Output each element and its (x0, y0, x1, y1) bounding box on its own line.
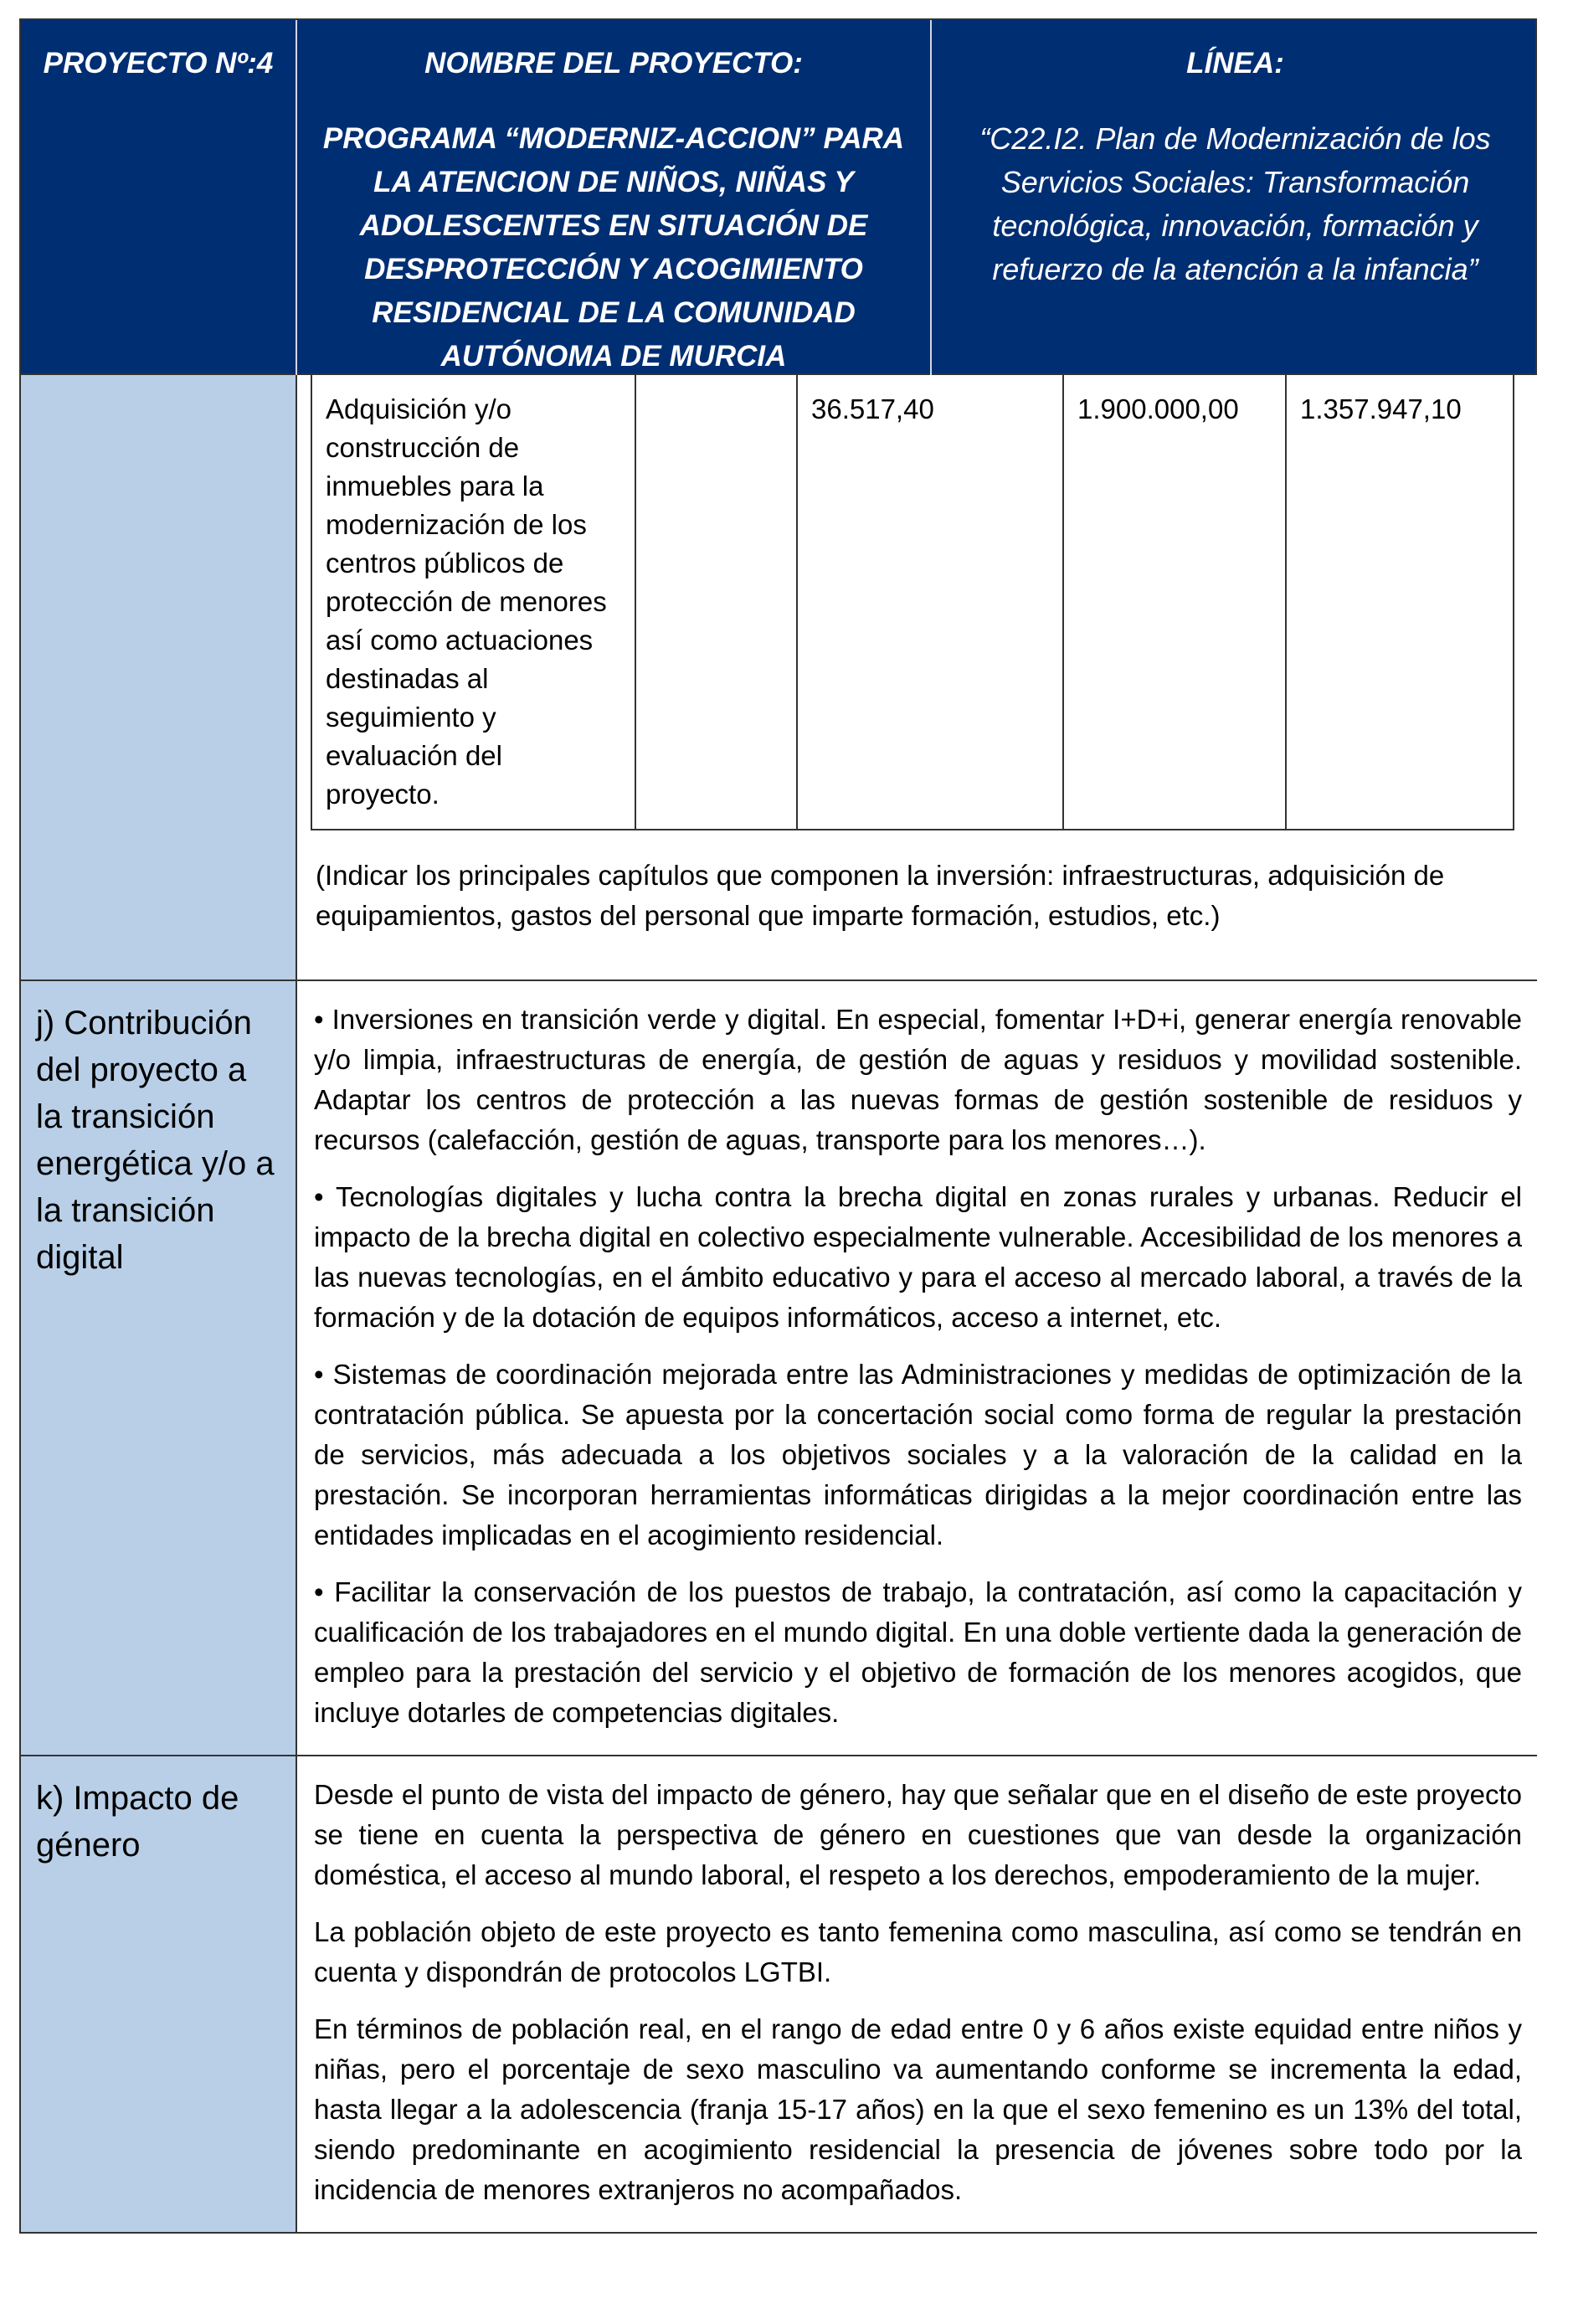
section-j-paragraph: • Inversiones en transición verde y digital. En especial, fomentar I+D+i, generar energía renovable y/o limpia, infraestructuras de energía, de gestión de aguas y residuos y movilidad sostenible. Adaptar los centros de protección a las nuevas formas de gestión sostenible de residuos y recursos (calefacción, gestión de aguas, transporte para los menores…). (314, 1004, 1522, 1155)
project-number-cell (21, 20, 297, 378)
section-k-row (19, 1756, 1537, 2234)
investment-row (19, 375, 1537, 981)
investment-left-cell (21, 375, 297, 979)
project-line-cell (932, 20, 1539, 378)
investment-value-1: 36.517,40 (797, 375, 1063, 830)
investment-value-3: 1.357.947,10 (1286, 375, 1514, 830)
investment-col2 (635, 375, 797, 830)
section-k-paragraph: La población objeto de este proyecto es tanto femenina como masculina, así como se tendrán en cuenta y dispondrán de protocolos LGTBI. (314, 1916, 1522, 1987)
section-j-row (19, 981, 1537, 1756)
project-line-label: LÍNEA: (1186, 47, 1284, 80)
investment-concept: Adquisición y/o construcción de inmuebles para la modernización de los centros públicos de protección de menores así como actuaciones destinadas al seguimiento y evaluación del proyecto. (311, 375, 635, 830)
section-k-paragraph: En términos de población real, en el rango de edad entre 0 y 6 años existe equidad entre niños y niñas, pero el porcentaje de sexo masculino va aumentando conforme se incrementa la edad, hasta llegar a la adolescencia (franja 15-17 años) en la que el sexo femenino es un 13% del total, siendo predominante en acogimiento residencial la presencia de jóvenes sobre todo por la incidencia de menores extranjeros no acompañados. (314, 2013, 1522, 2205)
project-line-value: “C22.I2. Plan de Modernización de los Servicios Sociales: Transformación tecnológica, innovación, formación y refuerzo de la atención a la infancia” (979, 121, 1491, 286)
section-j-paragraph: • Sistemas de coordinación mejorada entre las Administraciones y medidas de optimización de la contratación pública. Se apuesta por la concertación social como forma de regular la prestación de servicios, más adecuada a los objetivos sociales y a la valoración de la calidad en la prestación. Se incorporan herramientas informáticas dirigidas a la mejor coordinación entre las entidades implicadas en el acogimiento residencial. (314, 1359, 1522, 1550)
project-name-label: NOMBRE DEL PROYECTO: (424, 47, 803, 80)
section-k-content (297, 1756, 1539, 2232)
section-j-paragraph: • Tecnologías digitales y lucha contra la brecha digital en zonas rurales y urbanas. Reducir el impacto de la brecha digital en colectivo especialmente vulnerable. Accesibilidad de los menores a las nuevas tecnologías, en el ámbito educativo y para el acceso al mercado laboral, a través de la formación y de la dotación de equipos informáticos, acceso a internet, etc. (314, 1181, 1522, 1333)
investment-value-2: 1.900.000,00 (1063, 375, 1286, 830)
section-k-paragraph: Desde el punto de vista del impacto de género, hay que señalar que en el diseño de este proyecto se tiene en cuenta la perspectiva de género en cuestiones que van desde la organización doméstica, el acceso al mundo laboral, el respeto a los derechos, empoderamiento de la mujer. (314, 1779, 1522, 1890)
investment-right-cell (297, 375, 1539, 979)
project-number-label: PROYECTO Nº:4 (43, 47, 274, 80)
section-j-content (297, 981, 1539, 1755)
investment-table (311, 375, 1514, 830)
section-j-title: j) Contribución del proyecto a la transición energética y/o a la transición digital (21, 981, 297, 1755)
project-header (19, 18, 1537, 375)
table-row (311, 375, 1514, 830)
project-name-value: PROGRAMA “MODERNIZ-ACCION” PARA LA ATENCION DE NIÑOS, NIÑAS Y ADOLESCENTES EN SITUACIÓN DE DESPROTECCIÓN Y ACOGIMIENTO RESIDENCIAL DE LA COMUNIDAD AUTÓNOMA DE MURCIA (322, 122, 905, 373)
document-page (19, 18, 1537, 2234)
project-name-cell (297, 20, 932, 378)
section-j-paragraph: • Facilitar la conservación de los puestos de trabajo, la contratación, así como la capacitación y cualificación de los trabajadores en el mundo digital. En una doble vertiente dada la generación de empleo para la prestación del servicio y el objetivo de formación de los menores acogidos, que incluye dotarles de competencias digitales. (314, 1576, 1522, 1728)
section-k-title: k) Impacto de género (21, 1756, 297, 2232)
investment-note: (Indicar los principales capítulos que componen la inversión: infraestructuras, adquisición de equipamientos, gastos del personal que imparte formación, estudios, etc.) (316, 860, 1445, 931)
